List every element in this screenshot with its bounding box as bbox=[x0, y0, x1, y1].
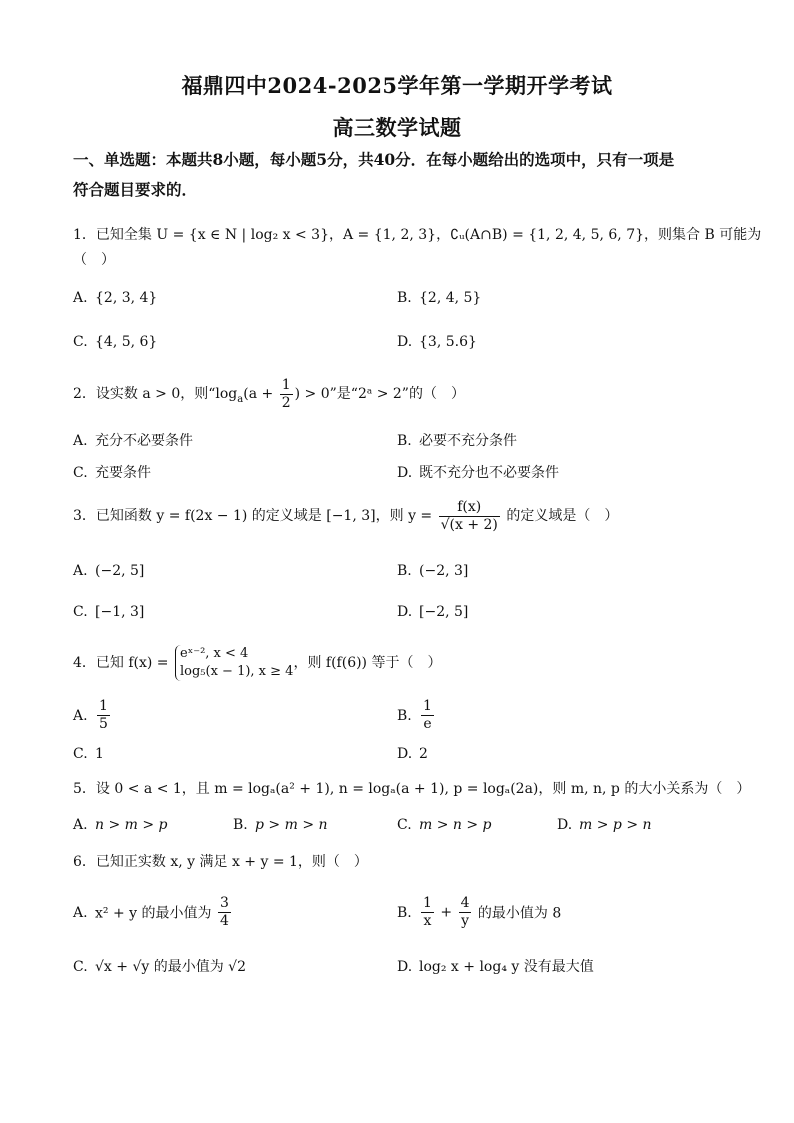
question-4-option-b[interactable] bbox=[397, 698, 436, 733]
question-2-stem-post: ) > 0”是“2ᵃ > 2”的（ ） bbox=[294, 386, 465, 402]
option-label: B. bbox=[397, 290, 412, 306]
option-label: D. bbox=[397, 604, 413, 620]
question-6-stem: 6．已知正实数 x, y 满足 x + y = 1，则（ ） bbox=[73, 854, 368, 870]
option-text: 充分不必要条件 bbox=[95, 433, 193, 449]
option-plus: + bbox=[435, 904, 457, 921]
question-1-option-c[interactable] bbox=[73, 332, 157, 352]
question-4-option-d[interactable] bbox=[397, 744, 428, 764]
option-label: C. bbox=[73, 604, 88, 620]
option-label: D. bbox=[397, 746, 413, 762]
question-3-stem-pre: 3．已知函数 y = f(2x − 1) 的定义域是 [−1, 3]，则 y = bbox=[73, 508, 437, 524]
question-4-stem bbox=[73, 640, 733, 686]
exam-title: 福鼎四中2024-2025学年第一学期开学考试 bbox=[181, 73, 613, 98]
option-text: m > p > n bbox=[579, 817, 652, 833]
question-5-option-d[interactable] bbox=[557, 815, 652, 835]
question-4-stem-pre: 4．已知 f(x) = bbox=[73, 655, 173, 671]
option-label: A. bbox=[73, 817, 88, 833]
option-text: 1 bbox=[95, 746, 104, 762]
option-fraction-1 bbox=[421, 895, 434, 930]
question-3-stem-post: 的定义域是（ ） bbox=[501, 508, 619, 524]
option-text: √x + √y 的最小值为 √2 bbox=[95, 959, 247, 975]
option-text: {2, 3, 4} bbox=[95, 290, 158, 306]
fraction-numerator: 3 bbox=[219, 895, 229, 911]
section-heading bbox=[73, 145, 723, 205]
section-heading-line2: 符合题目要求的． bbox=[73, 180, 198, 199]
question-2-option-a[interactable] bbox=[73, 431, 193, 451]
question-3-stem bbox=[73, 496, 733, 536]
option-text: 充要条件 bbox=[95, 465, 151, 481]
option-label: D. bbox=[557, 817, 573, 833]
fraction-denominator: y bbox=[461, 913, 469, 929]
option-text: 既不充分也不必要条件 bbox=[419, 465, 559, 481]
fraction-numerator: 4 bbox=[460, 895, 470, 911]
option-label: C. bbox=[397, 817, 412, 833]
question-5-option-c[interactable] bbox=[397, 815, 492, 835]
question-6-option-c[interactable] bbox=[73, 957, 246, 977]
question-1-stem-line2: （ ） bbox=[73, 252, 115, 268]
option-text: (−2, 3] bbox=[419, 563, 469, 579]
option-text: 的最小值为 8 bbox=[473, 905, 562, 922]
option-label: C. bbox=[73, 959, 88, 975]
fraction-numerator: 1 bbox=[99, 698, 108, 714]
option-text: [−2, 5] bbox=[419, 604, 469, 620]
question-2-stem-mid: (a + bbox=[243, 386, 278, 402]
option-text: [−1, 3] bbox=[95, 604, 145, 620]
fraction-denominator: e bbox=[423, 716, 432, 732]
option-label: B. bbox=[397, 433, 412, 449]
piecewise-brace bbox=[175, 645, 293, 681]
option-text: {4, 5, 6} bbox=[95, 334, 158, 350]
option-label: B. bbox=[233, 817, 248, 833]
option-label: A. bbox=[73, 290, 88, 306]
question-4-option-a[interactable] bbox=[73, 698, 112, 733]
question-6-option-d[interactable] bbox=[397, 957, 594, 977]
question-3-fraction bbox=[439, 499, 500, 534]
option-label: B. bbox=[397, 563, 412, 579]
question-3-option-a[interactable] bbox=[73, 561, 144, 581]
fraction-numerator: 1 bbox=[423, 895, 432, 911]
option-label: A. bbox=[73, 904, 88, 921]
question-2-stem-pre: 2．设实数 a > 0，则“log bbox=[73, 386, 238, 402]
fraction-numerator: f(x) bbox=[439, 499, 500, 517]
option-text: m > n > p bbox=[419, 817, 492, 833]
fraction-denominator: 2 bbox=[281, 394, 291, 411]
question-1-stem-line1: 1．已知全集 U = {x ∈ N | log₂ x < 3}，A = {1, 2, 3}，∁ᵤ(A∩B) = {1, 2, 4, 5, 6, 7}，则集合 B 可能为 bbox=[73, 227, 762, 243]
question-1-option-a[interactable] bbox=[73, 288, 157, 308]
option-text: n > m > p bbox=[95, 817, 168, 833]
option-text: (−2, 5] bbox=[95, 563, 145, 579]
question-2-log-base: a bbox=[237, 393, 244, 405]
fraction-numerator: 1 bbox=[423, 698, 432, 714]
piece-1: eˣ⁻², x < 4 bbox=[180, 646, 249, 661]
option-label: A. bbox=[73, 563, 88, 579]
option-label: B. bbox=[397, 707, 412, 724]
question-1-option-d[interactable] bbox=[397, 332, 477, 352]
option-label: C. bbox=[73, 334, 88, 350]
question-5-stem: 5．设 0 < a < 1，且 m = logₐ(a² + 1), n = logₐ(a + 1), p = logₐ(2a)，则 m, n, p 的大小关系为（ ） bbox=[73, 781, 751, 797]
question-3-option-d[interactable] bbox=[397, 602, 468, 622]
option-label: A. bbox=[73, 707, 88, 724]
question-6-option-a[interactable] bbox=[73, 895, 233, 930]
option-label: C. bbox=[73, 746, 88, 762]
option-text: {2, 4, 5} bbox=[419, 290, 482, 306]
fraction-denominator: √(x + 2) bbox=[440, 516, 498, 533]
option-label: D. bbox=[397, 465, 413, 481]
question-4-stem-post: ，则 f(f(6)) 等于（ ） bbox=[293, 655, 442, 671]
question-2-option-b[interactable] bbox=[397, 431, 517, 451]
option-label: C. bbox=[73, 465, 88, 481]
option-text: 2 bbox=[419, 746, 428, 762]
option-fraction-2 bbox=[459, 895, 472, 930]
option-label: D. bbox=[397, 959, 413, 975]
option-label: B. bbox=[397, 904, 412, 921]
fraction-denominator: 5 bbox=[99, 716, 108, 732]
question-3-option-b[interactable] bbox=[397, 561, 468, 581]
option-text: p > m > n bbox=[255, 817, 328, 833]
option-label: D. bbox=[397, 334, 413, 350]
option-text: {3, 5.6} bbox=[419, 334, 477, 350]
piece-2: log₅(x − 1), x ≥ 4 bbox=[180, 664, 294, 679]
question-6-option-b[interactable] bbox=[397, 895, 561, 930]
question-5-option-a[interactable] bbox=[73, 815, 168, 835]
fraction-numerator: 1 bbox=[281, 376, 291, 393]
question-4-option-c[interactable] bbox=[73, 744, 104, 764]
question-2-stem bbox=[73, 376, 733, 418]
question-5-option-b[interactable] bbox=[233, 815, 328, 835]
exam-subtitle: 高三数学试题 bbox=[332, 115, 462, 140]
question-2-fraction bbox=[280, 377, 293, 412]
question-2-option-c[interactable] bbox=[73, 463, 151, 483]
fraction-denominator: x bbox=[423, 913, 432, 929]
question-1-option-b[interactable] bbox=[397, 288, 481, 308]
option-fraction bbox=[421, 698, 434, 733]
section-heading-line1: 一、单选题：本题共8小题，每小题5分，共40分．在每小题给出的选项中，只有一项是 bbox=[73, 150, 675, 169]
question-1-stem bbox=[73, 224, 762, 271]
option-fraction bbox=[97, 698, 110, 733]
fraction-denominator: 4 bbox=[219, 913, 229, 929]
option-fraction bbox=[218, 895, 231, 930]
question-3-option-c[interactable] bbox=[73, 602, 144, 622]
option-label: A. bbox=[73, 433, 88, 449]
option-text: log₂ x + log₄ y 没有最大值 bbox=[419, 959, 594, 975]
question-2-option-d[interactable] bbox=[397, 463, 559, 483]
option-text: x² + y 的最小值为 bbox=[95, 905, 216, 922]
option-text: 必要不充分条件 bbox=[419, 433, 517, 449]
